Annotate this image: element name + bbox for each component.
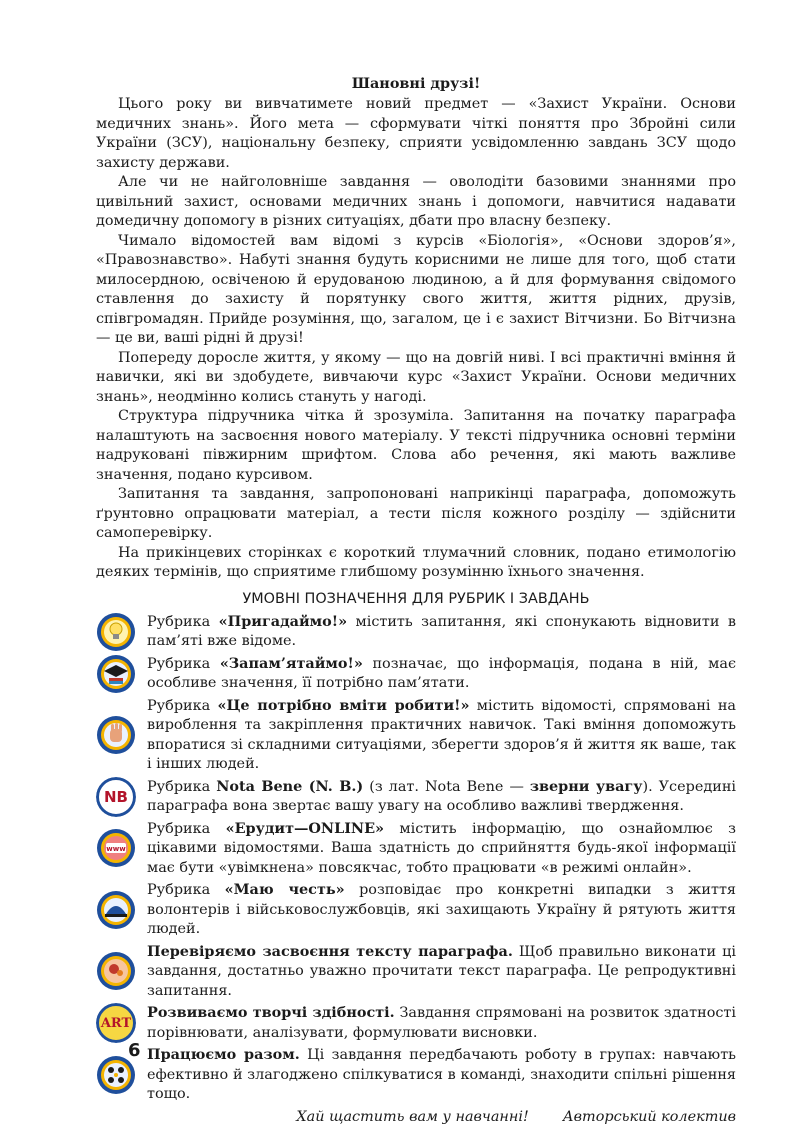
rubric-item: Рубрика «Маю честь» розповідає про конкретні випадки з життя волонтерів і військовослужбовців, які захищають Україну й рятують життя людей. xyxy=(96,880,736,940)
section-title: УМОВНІ ПОЗНАЧЕННЯ ДЛЯ РУБРИК І ЗАВДАНЬ xyxy=(242,590,590,607)
head-gears-icon xyxy=(96,951,136,991)
rubric-item: NB Рубрика Nota Bene (N. B.) (з лат. Nota Bene — зверни увагу). Усередині параграфа вона звертає вашу увагу на особливо важливі твердження. xyxy=(96,777,736,817)
intro-paragraph: Запитання та завдання, запропоновані наприкінці параграфа, допоможуть ґрунтовно опрацювати матеріал, а тести після кожного розділу — здійснити самоперевірку. xyxy=(96,486,736,541)
www-icon xyxy=(96,828,136,868)
closing-authors: Авторський колектив xyxy=(562,1108,736,1125)
rubric-item: Працюємо разом. Ці завдання передбачають роботу в групах: навчають ефективно й злагоджено спілкуватися в команді, знаходити спільні рішення тощо. xyxy=(96,1045,736,1105)
rubric-item: Перевіряємо засвоєння тексту параграфа. Щоб правильно виконати ці завдання, достатньо уважно прочитати текст параграфа. Це репродуктивні запитання. xyxy=(96,942,736,1002)
intro-paragraph: Попереду доросле життя, у якому — що на довгій ниві. І всі практичні вміння й навички, які ви здобудете, вивчаючи курс «Захист України. Основи медичних знань», неодмінно колись стануть у нагоді. xyxy=(96,349,736,405)
closing-wish: Хай щастить вам у навчанні! xyxy=(296,1108,529,1125)
rubric-item: Рубрика «Запам’ятаймо!» позначає, що інформація, подана в ній, має особливе значення, її потрібно пам’ятати. xyxy=(96,654,736,694)
rubric-item: Рубрика «Це потрібно вміти робити!» містить відомості, спрямовані на вироблення та закріплення практичних навичок. Такі вміння допоможуть впоратися зі складними ситуаціями, зберегти здоров’я й життя як ваше, так і інших людей. xyxy=(96,696,736,775)
graduation-cap-icon xyxy=(96,654,136,694)
page-heading: Шановні друзі! xyxy=(351,75,481,92)
lightbulb-icon xyxy=(96,612,136,652)
rubric-item: ART Розвиваємо творчі здібності. Завдання спрямовані на розвиток здатності порівнювати, аналізувати, формулювати висновки. xyxy=(96,1003,736,1043)
intro-paragraph: Чимало відомостей вам відомі з курсів «Біологія», «Основи здоров’я», «Правознавство». Набуті знання будуть корисними не лише для того, щоб стати милосердною, освіченою й ерудованою людиною, а й для формування свідомого ставлення до захисту й порятунку свого життя, життя рідних, друзів, співгромадян. Прийде розуміння, що, загалом, це і є захист Вітчизни. Бо Вітчизна — це ви, ваші рідні й друзі! xyxy=(96,232,736,346)
intro-paragraph: На прикінцевих сторінках є короткий тлумачний словник, подано етимологію деяких термінів, що сприятиме глибшому розумінню їхнього значення. xyxy=(96,544,736,580)
rubric-item: www Рубрика «Ерудит—ONLINE» містить інформацію, що ознайомлює з цікавими відомостями. Ваша здатність до сприйняття будь-якої інформації має бути «увімкнена» повсякчас, тобто працювати «в режимі онлайн». xyxy=(96,819,736,879)
svg-text:www: www xyxy=(106,845,126,854)
intro-paragraph: Але чи не найголовніше завдання — оволодіти базовими знаннями про цивільний захист, основами медичних знань і допомоги, навчитися надавати домедичну допомогу в різних ситуаціях, дбати про власну безпеку. xyxy=(96,174,736,229)
art-icon: ART xyxy=(96,1003,136,1043)
helmet-icon xyxy=(96,890,136,930)
rubric-item: Рубрика «Пригадаймо!» містить запитання, які спонукають відновити в пам’яті вже відоме. xyxy=(96,612,736,652)
page-number: 6 xyxy=(128,1040,141,1061)
page-content xyxy=(96,74,736,1127)
hand-icon xyxy=(96,715,136,755)
nb-icon: NB xyxy=(96,777,136,817)
intro-paragraph: Структура підручника чітка й зрозуміла. Запитання на початку параграфа налаштують на засвоєння нового матеріалу. У тексті підручника основні терміни надруковані півжирним шрифтом. Слова або речення, які мають важливе значення, подано курсивом. xyxy=(96,408,736,483)
closing-line xyxy=(96,1107,736,1127)
intro-paragraph: Цього року ви вивчатимете новий предмет — «Захист України. Основи медичних знань». Його мета — сформувати чіткі поняття про Збройні сили України (ЗСУ), національну безпеку, сприяти усвідомленню завдань ЗСУ щодо захисту держави. xyxy=(96,96,736,171)
